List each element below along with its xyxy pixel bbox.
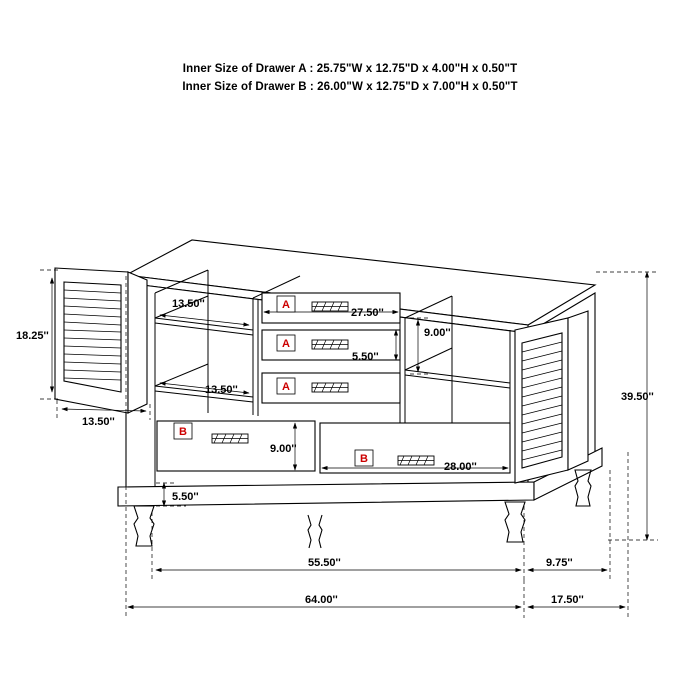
left-door-edge [128, 272, 147, 413]
dim-left-door-height-text: 18.25'' [16, 330, 49, 342]
dim-front-width [152, 506, 524, 580]
label-drawer-a-3 [277, 378, 295, 394]
label-drawer-b-1-text: B [179, 426, 187, 438]
label-drawer-a-3-text: A [282, 381, 290, 393]
label-drawer-b-2 [355, 450, 373, 466]
dim-drawer-b-width-text: 28.00'' [444, 461, 477, 473]
dim-toe-height-text: 5.50'' [172, 491, 199, 503]
label-drawer-b-2-text: B [360, 453, 368, 465]
label-drawer-a-2-text: A [282, 338, 290, 350]
drawer-a-3-handle[interactable] [312, 383, 348, 392]
right-door-louver-area [522, 333, 562, 468]
drawer-a-1-handle[interactable] [312, 302, 348, 311]
dim-overall-height [596, 272, 658, 540]
dim-right-shelf-height-text: 9.00'' [424, 327, 451, 339]
label-drawer-a-1 [277, 296, 295, 312]
label-drawer-a-1-text: A [282, 299, 290, 311]
dim-front-width-text: 55.50'' [308, 557, 341, 569]
dim-shelf-top-width-text: 13.50'' [172, 298, 205, 310]
dim-overall-height-text: 39.50'' [621, 391, 654, 403]
foot-front-left [134, 506, 154, 546]
dim-left-door-height [16, 270, 58, 399]
drawer-b-note: Inner Size of Drawer B : 26.00"W x 12.75"D x 7.00"H x 0.50"T [182, 81, 518, 93]
dim-total-depth-text: 17.50'' [551, 594, 584, 606]
foot-center-back-2 [319, 515, 322, 548]
drawer-a-note: Inner Size of Drawer A : 25.75"W x 12.75"D x 4.00"H x 0.50"T [182, 63, 518, 75]
foot-front-right [505, 502, 525, 542]
drawer-b-2[interactable] [320, 423, 510, 473]
right-door-edge [568, 311, 588, 470]
dim-side-depth-text: 9.75'' [546, 557, 573, 569]
dim-left-door-depth-text: 13.50'' [82, 416, 115, 428]
drawer-b-2-handle[interactable] [398, 456, 434, 465]
drawer-b-1-handle[interactable] [212, 434, 248, 443]
label-drawer-b-1 [174, 423, 192, 439]
dim-drawer-a-height-text: 5.50'' [352, 351, 379, 363]
drawer-a-2-handle[interactable] [312, 340, 348, 349]
label-drawer-a-2 [277, 335, 295, 351]
dim-drawer-a-width-text: 27.50'' [351, 307, 384, 319]
dim-total-width-text: 64.00'' [305, 594, 338, 606]
dim-shelf-lower-width-text: 13.50'' [205, 384, 238, 396]
foot-center-back [308, 515, 311, 548]
dim-drawer-b-height-text: 9.00'' [270, 443, 297, 455]
